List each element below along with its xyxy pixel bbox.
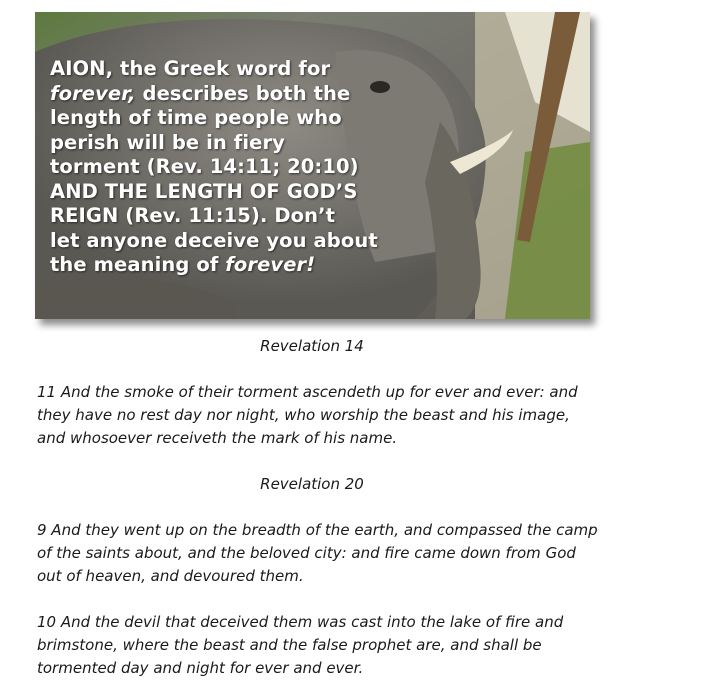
overlay-line: length of time people who (50, 106, 342, 129)
verse-line: they have no rest day nor night, who worship the beast and his image, (37, 406, 570, 424)
overlay-caption (50, 57, 410, 278)
overlay-line: AND THE LENGTH OF GOD’S (50, 179, 358, 203)
verse-line: 11 And the smoke of their torment ascendeth up for ever and ever: and (37, 383, 578, 401)
overlay-line: forever, describes both the (50, 81, 351, 105)
verse-line: brimstone, where the beast and the false prophet are, and shall be (37, 636, 542, 654)
overlay-line: REIGN (Rev. 11:15). Don’t (50, 204, 336, 227)
verse-paragraph (37, 611, 597, 680)
elephant-image (35, 12, 590, 319)
verse-paragraph (37, 519, 597, 588)
verse-line: tormented day and night for ever and ever. (37, 659, 364, 677)
overlay-line: AION, the Greek word for (50, 57, 331, 80)
verse-line: 9 And they went up on the breadth of the earth, and compassed the camp (37, 521, 598, 539)
section-heading: Revelation 20 (260, 475, 364, 493)
verse-paragraph (37, 381, 597, 450)
verse-line: 10 And the devil that deceived them was cast into the lake of fire and (37, 613, 564, 631)
verse-line: of the saints about, and the beloved city: and fire came down from God (37, 544, 576, 562)
verse-line: out of heaven, and devoured them. (37, 567, 304, 585)
overlay-line: the meaning of forever! (50, 253, 316, 276)
scripture-text (37, 335, 597, 680)
section-heading: Revelation 14 (260, 337, 364, 355)
overlay-line: perish will be in fiery (50, 130, 285, 154)
verse-line: and whosoever receiveth the mark of his name. (37, 429, 398, 447)
overlay-line: let anyone deceive you about (50, 228, 378, 252)
overlay-line: torment (Rev. 14:11; 20:10) (50, 155, 359, 178)
